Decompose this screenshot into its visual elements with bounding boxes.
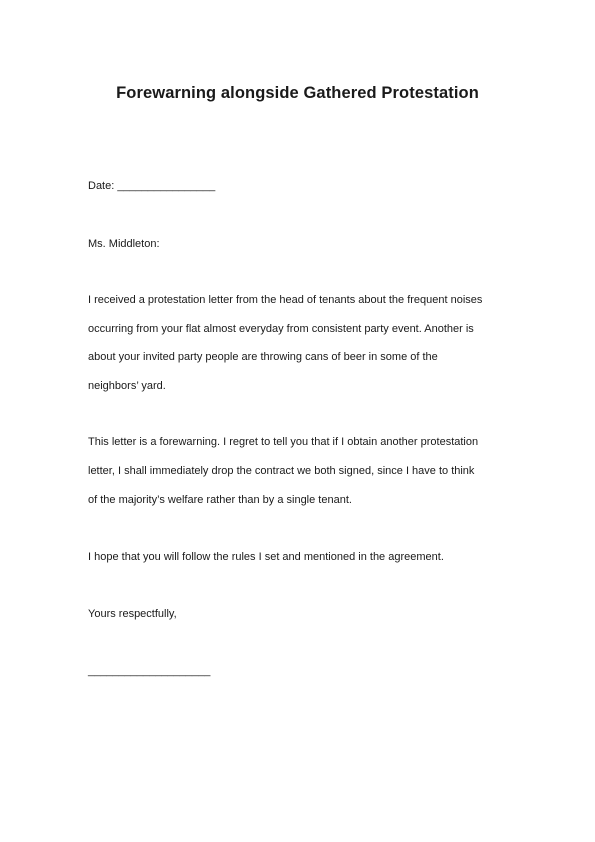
paragraph1-line: occurring from your flat almost everyday from consistent party event. Another is [88, 323, 474, 335]
paragraph2-line: of the majority’s welfare rather than by a single tenant. [88, 494, 352, 506]
salutation: Ms. Middleton: [88, 238, 160, 250]
paragraph1-line: I received a protestation letter from the head of tenants about the frequent noises [88, 294, 483, 306]
paragraph3-line: I hope that you will follow the rules I set and mentioned in the agreement. [88, 551, 444, 563]
signature-line: ____________________ [88, 665, 211, 677]
closing: Yours respectfully, [88, 608, 177, 620]
paragraph2-line: This letter is a forewarning. I regret to tell you that if I obtain another protestation [88, 436, 479, 448]
letter-title: Forewarning alongside Gathered Protestation [116, 84, 479, 102]
date-line: Date: ________________ [88, 180, 216, 192]
paragraph2-line: letter, I shall immediately drop the contract we both signed, since I have to think [88, 465, 475, 477]
paragraph1-line: about your invited party people are throwing cans of beer in some of the [88, 351, 438, 363]
paragraph1-line: neighbors’ yard. [88, 380, 166, 392]
